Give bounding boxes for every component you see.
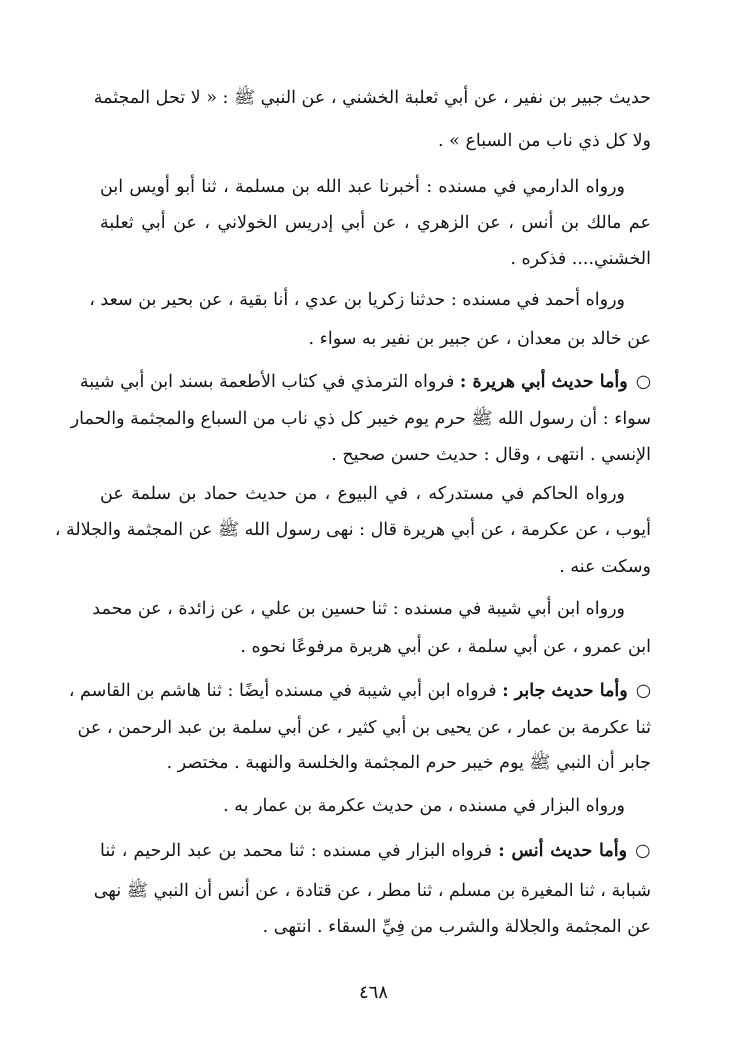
text-line: ورواه الدارمي في مسنده : أخبرنا عبد الله بن مسلمة ، ثنا أبو أويس ابن (100, 177, 625, 197)
page-number: ٤٦٨ (358, 982, 388, 1003)
text-line: جابر أن النبي ﷺ يوم خيبر حرم المجثمة والخلسة والنهبة . مختصر . (166, 753, 651, 773)
circle-bullet-icon: ○ (635, 372, 651, 392)
text-run: فرواه الترمذي في كتاب الأطعمة بسند ابن أبي شيبة (79, 372, 455, 392)
text-line: عم مالك بن أنس ، عن الزهري ، عن أبي إدريس الخولاني ، عن أبي ثعلبة (100, 213, 651, 233)
section-heading: وأما حديث جابر : (502, 681, 628, 701)
text-line: ابن عمرو ، عن أبي سلمة ، عن أبي هريرة مرفوعًا نحوه . (240, 637, 651, 657)
text-line: الخشني.... فذكره . (510, 249, 651, 269)
text-run: فرواه البزار في مسنده : ثنا محمد بن عبد الرحيم ، ثنا (100, 841, 493, 861)
text-line (79, 365, 651, 399)
text-line: عن خالد بن معدان ، عن جبير بن نفير به سواء . (308, 329, 651, 349)
text-line (68, 674, 651, 708)
section-heading: وأما حديث أنس : (498, 841, 628, 861)
text-line: ورواه الحاكم في مستدركه ، في البيوع ، من حديث حماد بن سلمة عن (100, 484, 625, 504)
text-run: فرواه ابن أبي شيبة في مسنده أيضًا : ثنا هاشم بن القاسم ، (68, 681, 497, 701)
text-line: ولا كل ذي ناب من السباع » . (438, 131, 651, 151)
text-line (100, 834, 651, 868)
text-line: عن المجثمة والجلالة والشرب من فِيِّ السقاء . انتهى . (262, 917, 651, 937)
text-line: حديث جبير بن نفير ، عن أبي ثعلبة الخشني ، عن النبي ﷺ : « لا تحل المجثمة (93, 88, 651, 108)
text-line: شبابة ، ثنا المغيرة بن مسلم ، ثنا مطر ، عن قتادة ، عن أنس أن النبي ﷺ نهى (93, 881, 651, 901)
text-line: ورواه ابن أبي شيبة في مسنده : ثنا حسين بن علي ، عن زائدة ، عن محمد (92, 599, 625, 619)
section-heading: وأما حديث أبي هريرة : (459, 372, 628, 392)
text-line: ثنا عكرمة بن عمار ، عن يحيى بن أبي كثير ، عن أبي سلمة بن عبد الرحمن ، عن (77, 718, 651, 738)
circle-bullet-icon: ○ (635, 681, 651, 701)
text-line: الإنسي . انتهى ، وقال : حديث حسن صحيح . (331, 445, 651, 465)
text-line: وسكت عنه . (559, 557, 651, 577)
text-line: سواء : أن رسول الله ﷺ حرم يوم خيبر كل ذي ناب من السباع والمجثمة والحمار (70, 409, 651, 429)
text-line: ورواه البزار في مسنده ، من حديث عكرمة بن عمار به . (223, 796, 625, 816)
circle-bullet-icon: ○ (635, 841, 651, 861)
text-line: ورواه أحمد في مسنده : حدثنا زكريا بن عدي ، أنا بقية ، عن بحير بن سعد ، (89, 290, 625, 310)
text-line: أيوب ، عن عكرمة ، عن أبي هريرة قال : نهى رسول الله ﷺ عن المجثمة والجلالة ، (54, 520, 651, 540)
